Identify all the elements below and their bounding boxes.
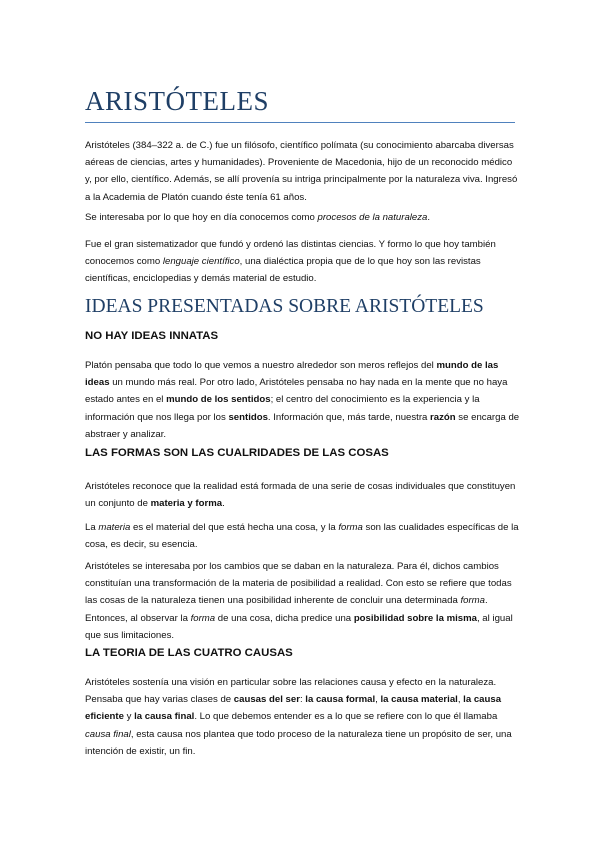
bold-run: materia y forma bbox=[150, 498, 223, 510]
bold-run: causas del ser bbox=[233, 694, 300, 706]
text-run: , al igual que sus limitaciones. bbox=[85, 612, 513, 641]
text-run: . Información que, más tarde, nuestra bbox=[267, 411, 431, 423]
text-run: se encarga de abstraer y analizar. bbox=[85, 411, 520, 440]
text-run: ; el centro del conocimiento es la experiencia y la información que nos llega por los bbox=[85, 394, 480, 423]
text-run: Platón pensaba que todo lo que vemos a nuestro alrededor son meros reflejos del bbox=[85, 360, 437, 371]
subsection-heading-formas: LAS FORMAS SON LAS CUALRIDADES DE LAS COSAS bbox=[85, 447, 389, 459]
italic-run: lenguaje científico bbox=[162, 256, 240, 268]
text-run: . bbox=[427, 212, 431, 223]
subsection-heading-ideas-innatas: NO HAY IDEAS INNATAS bbox=[85, 330, 219, 342]
intro-paragraph-3 bbox=[85, 236, 520, 288]
bold-run: la causa final bbox=[134, 711, 195, 723]
bold-run: mundo de los sentidos bbox=[166, 394, 271, 406]
text-run: : bbox=[299, 694, 306, 706]
text-run: . bbox=[222, 498, 225, 510]
text-run: Se interesaba por lo que hoy en día conocemos como bbox=[85, 212, 318, 223]
text-run: , bbox=[375, 694, 381, 706]
bold-run: sentidos bbox=[228, 411, 268, 423]
bold-run: la causa material bbox=[380, 694, 458, 706]
text-run: un mundo más real. Por otro lado, Aristóteles pensaba no hay nada en la mente que no haya estado antes en el bbox=[85, 377, 508, 406]
text-run: son las cualidades específicas de la cosa, es decir, su esencia. bbox=[85, 522, 519, 551]
bold-run: la causa formal bbox=[305, 694, 376, 706]
section-heading: IDEAS PRESENTADAS SOBRE ARISTÓTELES bbox=[85, 296, 484, 317]
formas-paragraph-2 bbox=[85, 519, 520, 553]
subsection-heading-cuatro-causas: LA TEORIA DE LAS CUATRO CAUSAS bbox=[85, 647, 293, 659]
bold-run: posibilidad sobre la misma bbox=[353, 612, 477, 624]
text-run: . Lo que debemos entender es a lo que se refiere con lo que él llamaba bbox=[194, 711, 498, 723]
italic-run: forma bbox=[338, 522, 363, 533]
text-run: de una cosa, dicha predice una bbox=[215, 612, 354, 624]
text-run: , una dialéctica propia que de lo que hoy son las revistas científicas, enciclopedias y demás material de estudio. bbox=[85, 256, 481, 285]
italic-run: forma bbox=[190, 612, 216, 624]
document-title: ARISTÓTELES bbox=[85, 86, 269, 116]
intro-paragraph-1: Aristóteles (384–322 a. de C.) fue un filósofo, científico polímata (su conocimiento abarcaba diversas aéreas de ciencias, artes y humanidades). Proveniente de Macedonia, hijo de un reconocido médico y, por ello, científico. Además, se allí provenía su intriga principalmente por la naturaleza viva. Ingresó a la Academia de Platón cuando éste tenía 61 años. bbox=[85, 140, 518, 203]
intro-paragraph-2 bbox=[85, 209, 520, 226]
text-run: Aristóteles reconoce que la realidad está formada de una serie de cosas individuales que constituyen un conjunto de bbox=[85, 481, 516, 510]
cuatro-causas-paragraph bbox=[85, 674, 520, 760]
text-run: Aristóteles sostenía una visión en particular sobre las relaciones causa y efecto en la naturaleza. Pensaba que hay varias clases de bbox=[85, 677, 497, 706]
italic-run: forma bbox=[460, 595, 486, 607]
title-underline bbox=[85, 122, 515, 123]
text-run: es el material del que está hecha una cosa, y la bbox=[130, 522, 339, 533]
text-run: , esta causa nos plantea que todo proceso de la naturaleza tiene un propósito de ser, una intención de existir, un fin. bbox=[85, 728, 512, 757]
text-run: Aristóteles se interesaba por los cambios que se daban en la naturaleza. Para él, dichos cambios constituían una transformación de la materia de posibilidad a realidad. Con esto se refiere que todas las cosas de la naturaleza tienen una posibilidad inherente de concluir una determinada bbox=[85, 561, 512, 607]
italic-run: procesos de la naturaleza bbox=[317, 212, 428, 223]
text-run: La bbox=[85, 522, 99, 533]
text-run: y bbox=[123, 711, 135, 723]
ideas-innatas-paragraph bbox=[85, 357, 520, 443]
bold-run: mundo de las ideas bbox=[85, 360, 499, 389]
formas-paragraph-1 bbox=[85, 478, 520, 512]
text-run: Fue el gran sistematizador que fundó y ordenó las distintas ciencias. Y formo lo que hoy también conocemos como bbox=[85, 239, 496, 268]
formas-paragraph-3 bbox=[85, 558, 520, 644]
italic-run: causa final bbox=[85, 728, 131, 740]
text-run: . Entonces, al observar la bbox=[85, 595, 488, 624]
bold-run: razón bbox=[430, 411, 456, 423]
text-run: , bbox=[457, 694, 464, 706]
italic-run: materia bbox=[98, 522, 131, 533]
bold-run: la causa eficiente bbox=[85, 694, 502, 723]
